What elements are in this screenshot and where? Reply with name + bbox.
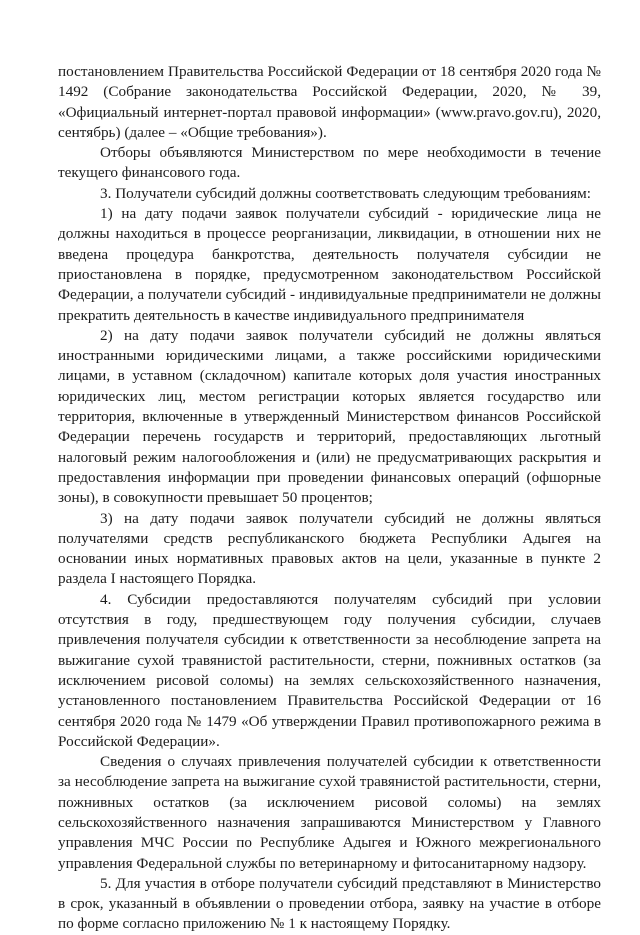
paragraph-section-4: 4. Субсидии предоставляются получателям субсидий при условии отсутствия в году, предшествующем году получения субсидии, случаев привлечения получателя субсидии к ответственности за несоблюдение запрета на выжигание сухой травянистой растительности, стерни, пожнивных остатков (за исключением рисовой соломы) на землях сельскохозяйственного назначения, установленного постановлением Правительства Российской Федерации от 16 сентября 2020 года № 1479 «Об утверждении Правил противопожарного режима в Российской Федерации».: [58, 590, 601, 750]
paragraph-section-5: 5. Для участия в отборе получатели субсидий представляют в Министерство в срок, указанный в объявлении о проведении отбора, заявку на участие в отборе по форме согласно приложению № 1 к настоящему Порядку.: [58, 874, 601, 933]
document-page: [58, 62, 601, 935]
paragraph-requirement-3: 3) на дату подачи заявок получатели субсидий не должны являться получателями средств республиканского бюджета Республики Адыгея на основании иных нормативных правовых актов на цели, указанные в пункте 2 раздела I настоящего Порядка.: [58, 509, 601, 588]
paragraph-section-3-heading: 3. Получатели субсидий должны соответствовать следующим требованиям:: [100, 184, 591, 202]
paragraph-selection-timing: Отборы объявляются Министерством по мере необходимости в течение текущего финансового года.: [58, 144, 601, 182]
paragraph-requirement-1: 1) на дату подачи заявок получатели субсидий - юридические лица не должны находиться в процессе реорганизации, ликвидации, в отношении них не введена процедура банкротства, деятельность получателя субсидии не приостановлена в порядке, предусмотренном законодательством Российской Федерации, а получатели субсидий - индивидуальные предприниматели не должны прекратить деятельность в качестве индивидуального предпринимателя: [58, 205, 601, 324]
paragraph-continuation: постановлением Правительства Российской Федерации от 18 сентября 2020 года № 1492 (Собрание законодательства Российской Федерации, 2020, № 39, «Официальный интернет-портал правовой информации» (www.pravo.gov.ru), 2020, сентябрь) (далее – «Общие требования»).: [58, 63, 601, 141]
paragraph-requirement-2: 2) на дату подачи заявок получатели субсидий не должны являться иностранными юридическими лицами, а также российскими юридическими лицами, в уставном (складочном) капитале которых доля участия иностранных юридических лиц, местом регистрации которых является государство или территория, включенные в утвержденный Министерством финансов Российской Федерации перечень государств и территорий, предоставляющих льготный налоговый режим налогообложения и (или) не предусматривающих раскрытия и предоставления информации при проведении финансовых операций (офшорные зоны), в совокупности превышает 50 процентов;: [58, 326, 601, 507]
paragraph-liability-info: Сведения о случаях привлечения получателей субсидии к ответственности за несоблюдение запрета на выжигание сухой травянистой растительности, стерни, пожнивных остатков (за исключением рисовой соломы) на землях сельскохозяйственного назначения запрашиваются Министерством у Главного управления МЧС России по Республике Адыгея и Южного межрегионального управления Федеральной службы по ветеринарному и фитосанитарному надзору.: [58, 753, 601, 872]
